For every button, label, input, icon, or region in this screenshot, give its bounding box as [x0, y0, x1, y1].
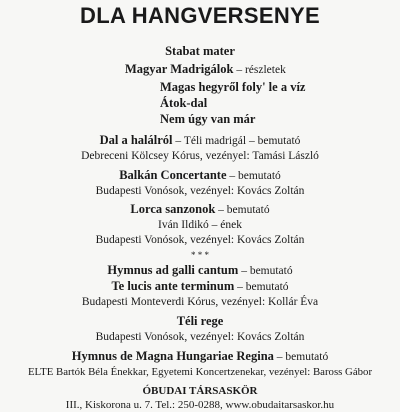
section-separator: * * * [191, 250, 209, 260]
work-teli-rege: Téli rege [176, 314, 224, 328]
work-note: – Téli madrigál – bemutató [172, 135, 301, 147]
footer-address: III., Kiskorona u. 7. Tel.: 250-0288, www.obudaitarsaskor.hu [65, 399, 335, 411]
work-lorca-sanzonok [0, 202, 400, 217]
work-note: – bemutató [273, 351, 329, 363]
work-title: Hymnus de Magna Hungariae Regina [71, 349, 274, 363]
work-title: Te lucis ante terminum [111, 279, 235, 293]
work-magyar-madrigalok [125, 62, 286, 77]
work-title: Hymnus ad galli cantum [107, 263, 239, 277]
work-balkan-concertante [0, 168, 400, 183]
work-title: Lorca sanzonok [130, 202, 216, 216]
work-title: Balkán Concertante [119, 168, 227, 182]
performers-dal: Debreceni Kölcsey Kórus, vezényel: Tamási László [81, 150, 319, 162]
work-note: – bemutató [238, 265, 293, 277]
soloist-lorca: Iván Ildikó – ének [158, 219, 242, 231]
performers-magna: ELTE Bartók Béla Énekkar, Egyetemi Koncertzenekar, vezényel: Baross Gábor [27, 366, 373, 378]
performers-monteverdi: Budapesti Monteverdi Kórus, vezényel: Kollár Éva [81, 296, 319, 308]
work-hymnus-de-magna [0, 349, 400, 364]
work-note: – bemutató [215, 204, 270, 216]
concert-title: DLA HANGVERSENYE [80, 3, 320, 28]
madrigal-item-2: Átok-dal [160, 96, 208, 110]
work-title: Magyar Madrigálok [125, 62, 234, 76]
work-te-lucis [0, 279, 400, 294]
work-note: – bemutató [226, 170, 281, 182]
performers-balkan: Budapesti Vonósok, vezényel: Kovács Zoltán [95, 185, 305, 197]
work-stabat-mater: Stabat mater [165, 44, 235, 58]
madrigal-item-1: Magas hegyről foly' le a víz [160, 80, 306, 94]
performers-teli-rege: Budapesti Vonósok, vezényel: Kovács Zoltán [95, 331, 305, 343]
performers-lorca: Budapesti Vonósok, vezényel: Kovács Zoltán [95, 234, 305, 246]
work-note: – részletek [233, 64, 286, 76]
work-hymnus-ad-galli [0, 263, 400, 278]
work-dal-a-halalrol [0, 133, 400, 148]
madrigal-item-3: Nem úgy van már [160, 112, 256, 126]
work-note: – bemutató [234, 281, 289, 293]
footer-organization: ÓBUDAI TÁRSASKÖR [142, 385, 258, 397]
work-title: Dal a halálról [99, 133, 173, 147]
